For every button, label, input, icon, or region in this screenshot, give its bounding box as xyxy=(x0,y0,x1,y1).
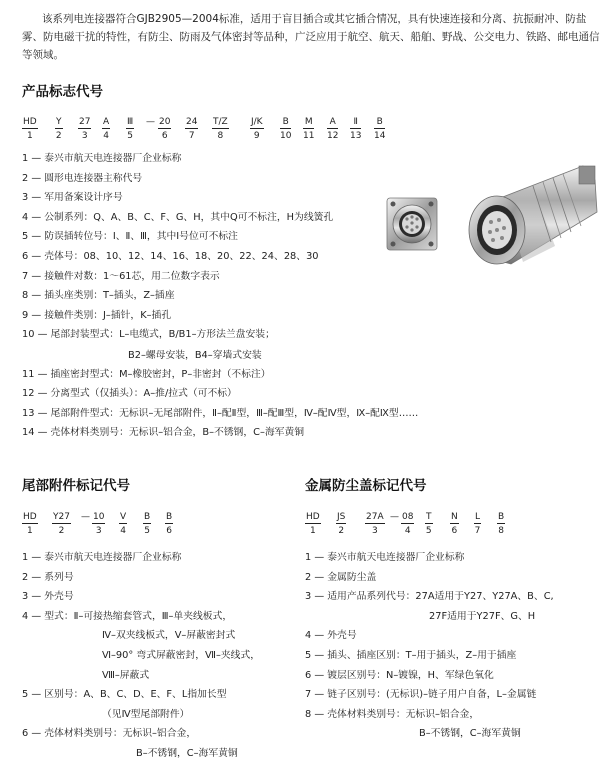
code-symbol: B xyxy=(166,512,173,522)
connector-product-image xyxy=(383,160,598,278)
code-segment xyxy=(22,116,38,142)
legend-item: 2 — 圆形电连接器主称代号 xyxy=(22,172,143,184)
code-symbol: 10 xyxy=(93,512,105,522)
code-segment xyxy=(80,511,91,524)
code-position-number: 11 xyxy=(303,131,315,141)
code-segment xyxy=(143,511,151,537)
code-symbol: 08 xyxy=(402,512,414,522)
legend-item: 8 — 插头座类别：T–插头，Z–插座 xyxy=(22,290,175,302)
code-symbol: HD xyxy=(23,117,37,127)
code-position-number: 1 xyxy=(26,526,33,536)
code-segment xyxy=(425,511,433,537)
code-position-number: 8 xyxy=(217,131,224,141)
code-segment xyxy=(303,116,314,142)
code-symbol: A xyxy=(103,117,110,127)
code-position-number: 8 xyxy=(498,526,504,536)
code-symbol: B xyxy=(374,116,385,129)
code-segment xyxy=(280,116,291,142)
code-position-number: 7 xyxy=(188,131,195,141)
code-segment xyxy=(92,511,105,537)
code-position-number: 2 xyxy=(58,526,65,536)
code-symbol: B xyxy=(498,512,505,522)
code-segment xyxy=(336,511,346,537)
code-position-number: 7 xyxy=(474,526,481,536)
legend-item: Ⅷ–屏蔽式 xyxy=(102,669,150,681)
code-symbol: V xyxy=(120,512,127,522)
code-segment xyxy=(497,511,505,537)
code-position-number: 1 xyxy=(309,526,316,536)
code-position-number: 2 xyxy=(338,526,345,536)
legend-item: 7 — 接触件对数：1～61芯，用二位数字表示 xyxy=(22,270,220,282)
legend-item: 4 — 型式：Ⅱ–可接热缩套管式，Ⅲ–单夹线板式， xyxy=(22,610,233,622)
legend-item: 4 — 公制系列：Q、A、B、C、F、G、H，其中Q可不标注，H为线簧孔 xyxy=(22,211,334,223)
code-position-number: 6 xyxy=(161,131,168,141)
code-symbol: — xyxy=(390,512,399,522)
legend-item: 3 — 外壳号 xyxy=(22,591,74,603)
code-segment xyxy=(102,116,110,142)
code-position-number: 12 xyxy=(327,131,339,141)
product-code-diagram xyxy=(22,116,402,144)
code-segment xyxy=(78,116,91,142)
code-position-number: 13 xyxy=(350,131,362,141)
code-position-number: 4 xyxy=(120,526,126,536)
code-position-number: 2 xyxy=(55,131,62,141)
legend-item: （见Ⅳ型尾部附件） xyxy=(102,708,190,720)
legend-item: B–不锈钢，C–海军黄铜 xyxy=(136,747,238,759)
code-symbol: B xyxy=(144,512,151,522)
legend-item: 13 — 尾部附件型式：无标识–无尾部附件，Ⅱ–配Ⅱ型，Ⅲ–配Ⅲ型，Ⅳ–配Ⅳ型，Ⅸ–配Ⅸ型…… xyxy=(22,407,419,419)
code-position-number: 5 xyxy=(127,131,133,141)
code-symbol: M xyxy=(304,117,313,127)
dust-cap-code-legend xyxy=(305,548,554,744)
code-position-number: 3 xyxy=(95,526,102,536)
legend-item: 10 — 尾部封装型式：L–电缆式，B/B1–方形法兰盘安装； xyxy=(22,329,275,341)
legend-item: 2 — 系列号 xyxy=(22,571,74,583)
section-title-tail-accessory-code: 尾部附件标记代号 xyxy=(22,478,130,494)
legend-item: 9 — 接触件类别：J–插针，K–插孔 xyxy=(22,309,172,321)
code-symbol: — xyxy=(146,117,155,127)
code-segment xyxy=(212,116,229,142)
legend-item: 14 — 壳体材料类别号：无标识–铝合金，B–不锈钢，C–海军黄铜 xyxy=(22,427,305,439)
legend-item: Ⅵ–90° 弯式屏蔽密封，Ⅶ–夹线式， xyxy=(102,649,261,661)
section-title-dust-cap-code: 金属防尘盖标记代号 xyxy=(305,478,427,494)
receptacle-flange xyxy=(387,198,437,250)
legend-item: 11 — 插座密封型式：M–橡胶密封，P–非密封（不标注） xyxy=(22,368,271,380)
code-segment xyxy=(250,116,264,142)
code-symbol: Ⅲ xyxy=(127,117,134,127)
code-segment xyxy=(185,116,198,142)
code-symbol: N xyxy=(451,512,458,522)
code-position-number: 9 xyxy=(253,131,260,141)
code-position-number: 10 xyxy=(280,131,292,141)
dust-cap-code-diagram xyxy=(305,511,515,539)
code-segment xyxy=(158,116,171,142)
code-position-number: 5 xyxy=(425,526,432,536)
legend-item: B–不锈钢，C–海军黄铜 xyxy=(419,728,521,740)
code-symbol: L xyxy=(475,512,481,522)
code-segment xyxy=(374,116,385,142)
legend-item: 8 — 壳体材料类别号：无标识–铝合金， xyxy=(305,708,480,720)
legend-item: 5 — 防误插转位号：Ⅰ、Ⅱ、Ⅲ，其中Ⅰ号位可不标注 xyxy=(22,231,238,243)
legend-item: 2 — 金属防尘盖 xyxy=(305,571,377,583)
code-symbol: B xyxy=(280,116,291,129)
section-title-product-code: 产品标志代号 xyxy=(22,84,103,100)
code-segment xyxy=(165,511,173,537)
code-position-number: 4 xyxy=(103,131,109,141)
code-symbol: HD xyxy=(23,512,37,522)
legend-item: 3 — 军用备案设计序号 xyxy=(22,192,123,204)
legend-item: 1 — 泰兴市航天电连接器厂企业标称 xyxy=(22,153,182,164)
legend-item: 6 — 壳体材料类别号：无标识–铝合金， xyxy=(22,728,197,740)
code-symbol: Y xyxy=(56,117,62,127)
code-segment xyxy=(350,116,361,142)
code-symbol: JS xyxy=(337,512,346,522)
tail-accessory-code-diagram xyxy=(22,511,192,539)
code-segment xyxy=(119,511,127,537)
code-position-number: 3 xyxy=(81,131,88,141)
code-segment xyxy=(327,116,338,142)
code-symbol: HD xyxy=(306,512,320,522)
legend-item: 7 — 链子区别号：(无标识)–链子用户自备，L–金属链 xyxy=(305,689,537,701)
code-position-number: 5 xyxy=(144,526,150,536)
code-symbol: Y27 xyxy=(53,512,70,522)
plug-body xyxy=(469,166,597,264)
code-segment xyxy=(22,511,38,537)
intro-paragraph: 该系列电连接器符合GJB2905—2004标准，适用于盲目插合或其它插合情况，具有快速连接和分离、抗振耐冲、防盐雾、防电磁干扰的特性，有防尘、防雨及气体密封等品种，广泛应用于航空、航天、船舶、野战、公交电力、铁路、邮电通信等领域。 xyxy=(22,13,600,61)
code-position-number: 6 xyxy=(166,526,172,536)
code-symbol: 27 xyxy=(79,117,91,127)
code-symbol: 24 xyxy=(186,117,198,127)
code-segment xyxy=(126,116,134,142)
legend-item: 6 — 壳体号：08、10、12、14、16、18、20、22、24、28、30 xyxy=(22,250,319,262)
legend-item: 3 — 适用产品系列代号：27A适用于Y27、Y27A、B、C, xyxy=(305,591,554,603)
item10-continuation: B2–螺母安装，B4–穿墙式安装 xyxy=(128,350,262,361)
code-segment xyxy=(450,511,459,537)
legend-item: 5 — 区别号：A、B、C、D、E、F、L指加长型 xyxy=(22,689,227,701)
code-segment xyxy=(145,116,156,129)
legend-item: 6 — 镀层区别号：N–镀镍，H、军绿色氧化 xyxy=(305,669,494,681)
code-symbol: T xyxy=(426,512,432,522)
code-position-number: 14 xyxy=(374,131,386,141)
code-symbol: 27A xyxy=(366,512,384,522)
code-segment xyxy=(474,511,481,537)
legend-item: Ⅳ–双夹线板式，Ⅴ–屏蔽密封式 xyxy=(102,630,236,642)
product-code-legend xyxy=(22,149,418,443)
code-segment xyxy=(401,511,414,537)
code-segment xyxy=(52,511,71,537)
tail-accessory-code-legend xyxy=(22,548,260,764)
code-segment xyxy=(55,116,63,142)
code-position-number: 1 xyxy=(26,131,33,141)
legend-item: 1 — 泰兴市航天电连接器厂企业标称 xyxy=(305,552,465,563)
code-segment xyxy=(365,511,385,537)
code-symbol: J/K xyxy=(251,117,263,127)
code-segment xyxy=(389,511,400,524)
code-position-number: 6 xyxy=(451,526,458,536)
legend-item: 5 — 插头、插座区别：T–用于插头，Z–用于插座 xyxy=(305,649,517,661)
code-symbol: — xyxy=(81,512,90,522)
legend-item: 1 — 泰兴市航天电连接器厂企业标称 xyxy=(22,552,182,563)
code-symbol: A xyxy=(327,116,338,129)
legend-item: 27F适用于Y27F、G、H xyxy=(429,610,536,622)
legend-item: 4 — 外壳号 xyxy=(305,630,357,642)
code-symbol: 20 xyxy=(159,117,171,127)
code-symbol: Ⅱ xyxy=(350,116,361,129)
code-position-number: 3 xyxy=(371,526,378,536)
legend-item: 12 — 分离型式（仅插头）：A–推/拉式（可不标） xyxy=(22,388,237,400)
code-position-number: 4 xyxy=(404,526,411,536)
code-segment xyxy=(305,511,321,537)
code-symbol: T/Z xyxy=(213,117,228,127)
